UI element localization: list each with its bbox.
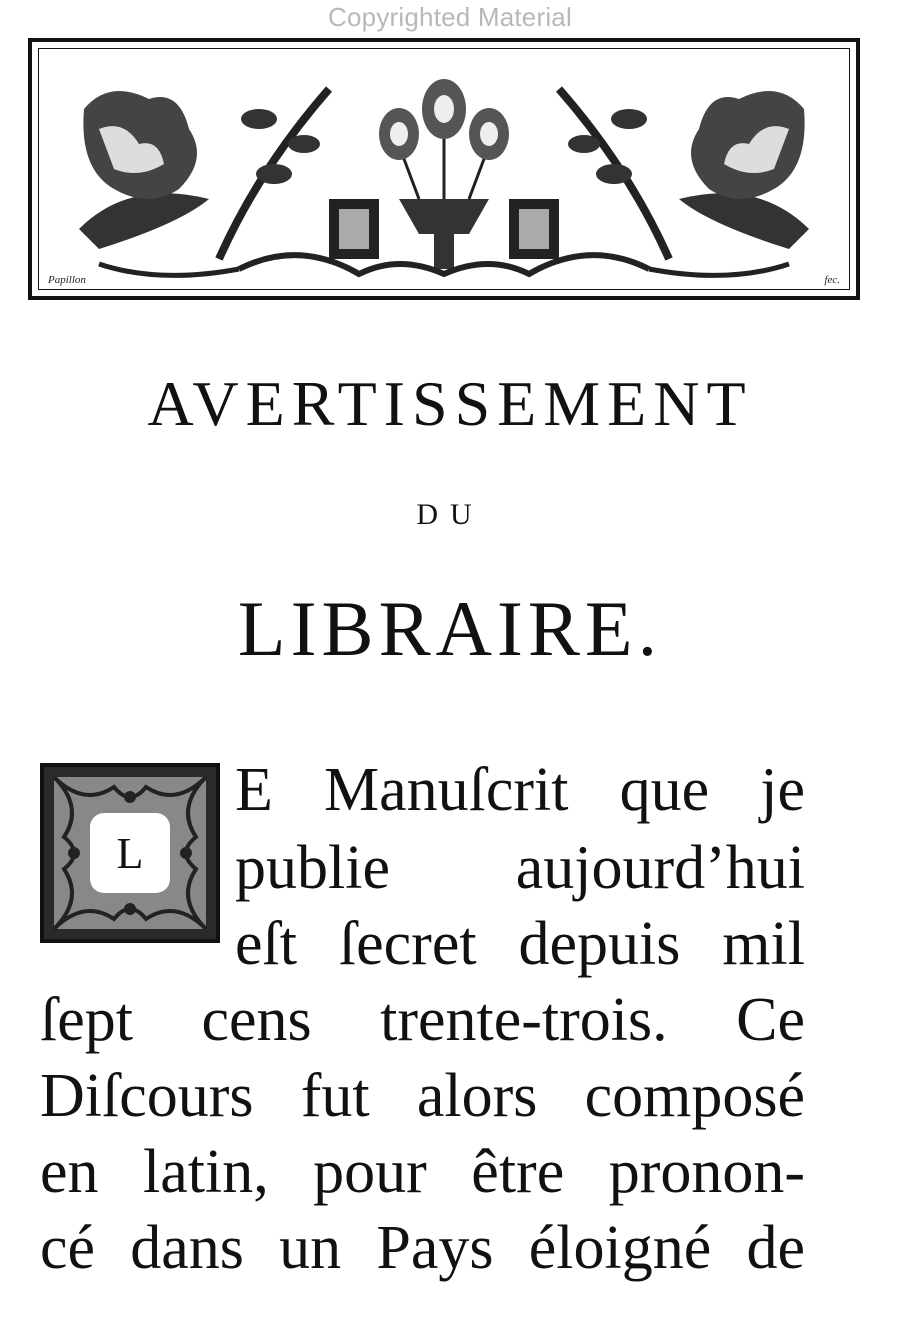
word: Manuſcrit <box>323 756 569 824</box>
initial-letter: L <box>116 828 144 878</box>
word: latin, <box>143 1138 269 1206</box>
word: publie <box>235 834 390 902</box>
word: éloigné <box>528 1214 712 1282</box>
word: de <box>746 1214 805 1282</box>
title-avertissement: AVERTISSEMENT <box>147 368 753 439</box>
title-libraire: LIBRAIRE. <box>237 585 663 672</box>
floral-ornament-icon <box>39 49 849 289</box>
text-line <box>235 906 805 982</box>
word: trente-trois. <box>380 986 668 1054</box>
title-du: DU <box>416 498 484 531</box>
word: cens <box>201 986 312 1054</box>
word: cé <box>40 1214 96 1282</box>
word: alors <box>416 1062 538 1130</box>
text-line <box>40 982 805 1058</box>
word: être <box>471 1138 565 1206</box>
word: je <box>760 756 805 824</box>
text-line <box>235 752 805 828</box>
word: ſept <box>40 986 133 1054</box>
word: eſt <box>235 910 297 978</box>
word: depuis <box>518 910 681 978</box>
copyright-watermark: Copyrighted Material <box>328 2 572 32</box>
engraver-signature-right: fec. <box>824 274 840 286</box>
word: E <box>235 756 273 824</box>
word: mil <box>722 910 805 978</box>
engraver-signature-left: Papillon <box>48 274 86 286</box>
text-line <box>40 1210 805 1286</box>
word: ſecret <box>338 910 477 978</box>
word: en <box>40 1138 99 1206</box>
word: pronon- <box>608 1138 805 1206</box>
text-line <box>40 1058 805 1134</box>
word: que <box>619 756 710 824</box>
word: Ce <box>736 986 805 1054</box>
word: aujourd’hui <box>515 834 805 902</box>
word: fut <box>300 1062 370 1130</box>
word: dans <box>130 1214 244 1282</box>
decorative-headpiece <box>28 38 860 300</box>
decorated-initial <box>40 763 220 943</box>
headpiece-engraving <box>38 48 850 290</box>
text-line <box>235 830 805 906</box>
word: Pays <box>376 1214 494 1282</box>
word: pour <box>313 1138 427 1206</box>
text-line <box>40 1134 805 1210</box>
word: Diſcours <box>40 1062 254 1130</box>
word: composé <box>584 1062 805 1130</box>
word: un <box>279 1214 342 1282</box>
